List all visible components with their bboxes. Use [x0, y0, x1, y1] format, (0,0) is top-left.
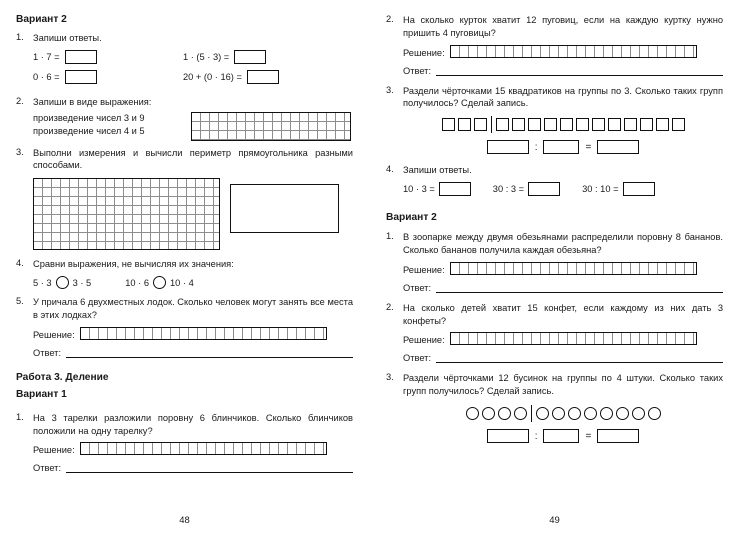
square-item[interactable] — [474, 118, 487, 131]
left-task-1 — [16, 32, 353, 90]
task-text: Запиши ответы. — [33, 33, 102, 43]
task-text: На 3 тарелки разложили поровну 6 блинчиков. Сколько блинчиков положили на одну тарелку? — [33, 412, 353, 436]
division-sign: : — [534, 430, 538, 442]
square-item[interactable] — [672, 118, 685, 131]
bead-item[interactable] — [568, 407, 581, 420]
answer-box[interactable] — [65, 50, 97, 64]
square-item[interactable] — [512, 118, 525, 131]
right-variant-task-2 — [386, 302, 723, 364]
bead-item[interactable] — [514, 407, 527, 420]
solution-grid-line[interactable] — [450, 332, 697, 345]
compare-left: 5 · 3 — [33, 277, 52, 288]
solution-label: Решение: — [33, 445, 75, 456]
task-number: 3. — [16, 146, 24, 157]
square-item[interactable] — [608, 118, 621, 131]
expr-label: 0 · 6 = — [33, 71, 60, 82]
bead-item[interactable] — [498, 407, 511, 420]
task-text: На сколько детей хватит 15 конфет, если каждому из них дать 3 конфеты? — [403, 302, 723, 326]
compare-sign-box[interactable] — [153, 276, 166, 289]
quotient-box[interactable] — [597, 429, 639, 443]
task-number: 1. — [16, 411, 24, 422]
divider-tick — [531, 405, 532, 422]
task-number: 5. — [16, 296, 24, 307]
answer-label: Ответ: — [403, 65, 432, 76]
solution-grid-line[interactable] — [450, 262, 697, 275]
answer-box[interactable] — [234, 50, 266, 64]
task-text: В зоопарке между двумя обезьянами распределили поровну 8 бананов. Сколько бананов получила каждая обезьяна? — [403, 232, 723, 255]
right-task-2 — [386, 14, 723, 76]
divisor-box[interactable] — [543, 429, 579, 443]
task-number: 1. — [386, 231, 394, 242]
square-item[interactable] — [496, 118, 509, 131]
answer-box[interactable] — [623, 182, 655, 196]
task-text: Запиши ответы. — [403, 165, 472, 176]
task-text: Выполни измерения и вычисли периметр прямоугольника разными способами. — [33, 147, 353, 171]
answer-label: Ответ: — [33, 347, 62, 358]
task-number: 2. — [386, 14, 394, 24]
square-item[interactable] — [442, 118, 455, 131]
compare-right: 3 · 5 — [72, 277, 92, 288]
answer-box[interactable] — [65, 70, 97, 84]
task-text: На сколько курток хватит 12 пуговиц, если на каждую куртку нужно пришить 4 пуговицы? — [403, 15, 723, 38]
solution-label: Решение: — [33, 329, 75, 340]
dividend-box[interactable] — [487, 429, 529, 443]
square-item[interactable] — [528, 118, 541, 131]
bead-item[interactable] — [466, 407, 479, 420]
bead-item[interactable] — [632, 407, 645, 420]
task-number: 2. — [16, 95, 24, 106]
square-item[interactable] — [640, 118, 653, 131]
compare-left: 10 · 6 — [125, 277, 149, 288]
expression-line-1: произведение чисел 3 и 9 — [33, 113, 145, 124]
square-item[interactable] — [592, 118, 605, 131]
square-item[interactable] — [576, 118, 589, 131]
division-record — [403, 140, 723, 154]
compare-right: 10 · 4 — [170, 277, 194, 288]
right-page-number: 49 — [549, 515, 560, 526]
right-task-4 — [386, 164, 723, 196]
task-number: 4. — [386, 164, 394, 175]
bead-item[interactable] — [648, 407, 661, 420]
solution-label: Решение: — [403, 47, 445, 58]
expression-line-2: произведение чисел 4 и 5 — [33, 126, 145, 137]
left-task-5 — [16, 296, 353, 358]
answer-label: Ответ: — [403, 353, 432, 364]
answer-write-line[interactable] — [436, 281, 723, 293]
square-item[interactable] — [560, 118, 573, 131]
bead-item[interactable] — [584, 407, 597, 420]
square-item[interactable] — [544, 118, 557, 131]
bead-item[interactable] — [616, 407, 629, 420]
task-number: 1. — [16, 32, 24, 42]
answer-write-line[interactable] — [66, 346, 353, 358]
task-number: 3. — [386, 84, 394, 95]
solution-label: Решение: — [403, 264, 445, 275]
solution-grid-line[interactable] — [80, 327, 327, 340]
answer-label: Ответ: — [33, 463, 62, 474]
answer-write-line[interactable] — [436, 64, 723, 76]
left-task-2 — [16, 96, 353, 141]
answer-box[interactable] — [439, 182, 471, 196]
expr-label: 30 : 10 = — [582, 184, 619, 195]
square-item[interactable] — [624, 118, 637, 131]
answer-box[interactable] — [247, 70, 279, 84]
solution-grid-line[interactable] — [450, 45, 697, 58]
expr-label: 1 · (5 · 3) = — [183, 51, 230, 62]
work-title-prefix: Работа 3. — [16, 371, 63, 383]
right-variant-heading: Вариант 2 — [386, 212, 437, 224]
solution-grid-line[interactable] — [80, 442, 327, 455]
expr-label: 30 : 3 = — [492, 184, 525, 195]
equals-sign: = — [585, 430, 592, 442]
left-page-number: 48 — [179, 515, 190, 526]
answer-write-line[interactable] — [66, 461, 353, 473]
answer-write-line[interactable] — [436, 351, 723, 363]
task-text: Запиши в виде выражения: — [33, 96, 152, 107]
work-title — [16, 372, 353, 383]
task-text: Раздели чёрточками 15 квадратиков на группы по 3. Сколько таких групп получилось? Сделай запись. — [403, 85, 723, 109]
divisor-box[interactable] — [543, 140, 579, 154]
bead-item[interactable] — [482, 407, 495, 420]
measurement-grid[interactable] — [33, 178, 220, 250]
dividend-box[interactable] — [487, 140, 529, 154]
expr-label: 10 · 3 = — [403, 184, 435, 195]
squares-strip[interactable] — [403, 116, 723, 133]
bead-item[interactable] — [600, 407, 613, 420]
division-record — [403, 429, 723, 443]
beads-strip[interactable] — [403, 405, 723, 422]
equals-sign: = — [585, 141, 592, 153]
work-task-1 — [16, 412, 353, 474]
divider-tick — [491, 116, 492, 133]
expr-label: 1 · 7 = — [33, 51, 60, 62]
right-variant-task-1 — [386, 231, 723, 293]
rectangle-figure — [230, 184, 339, 233]
left-task-3 — [16, 147, 353, 251]
solution-label: Решение: — [403, 335, 445, 346]
left-task-4 — [16, 258, 353, 289]
left-page — [0, 0, 369, 540]
task-number: 4. — [16, 258, 24, 269]
compare-sign-box[interactable] — [56, 276, 69, 289]
right-task-3 — [386, 85, 723, 155]
task-text: Сравни выражения, не вычисляя их значения: — [33, 259, 234, 270]
task-number: 3. — [386, 372, 394, 383]
answer-box[interactable] — [528, 182, 560, 196]
answer-label: Ответ: — [403, 282, 432, 293]
square-item[interactable] — [458, 118, 471, 131]
expr-label: 20 + (0 · 16) = — [183, 71, 242, 82]
division-sign: : — [534, 141, 538, 153]
left-variant-heading: Вариант 2 — [16, 14, 67, 25]
work-variant-heading: Вариант 1 — [16, 388, 67, 400]
right-variant-task-3 — [386, 372, 723, 443]
quotient-box[interactable] — [597, 140, 639, 154]
task-text: Раздели чёрточками 12 бусинок на группы по 4 штуки. Сколько таких групп получилось? Сделай запись. — [403, 373, 723, 397]
bead-item[interactable] — [536, 407, 549, 420]
task-number: 2. — [386, 301, 394, 312]
right-page — [370, 0, 739, 540]
bead-item[interactable] — [552, 407, 565, 420]
answer-grid[interactable] — [191, 112, 351, 141]
task-text: У причала 6 двухместных лодок. Сколько человек могут занять все места в этих лодках? — [33, 297, 353, 320]
work-title-name: Деление — [65, 371, 109, 383]
square-item[interactable] — [656, 118, 669, 131]
